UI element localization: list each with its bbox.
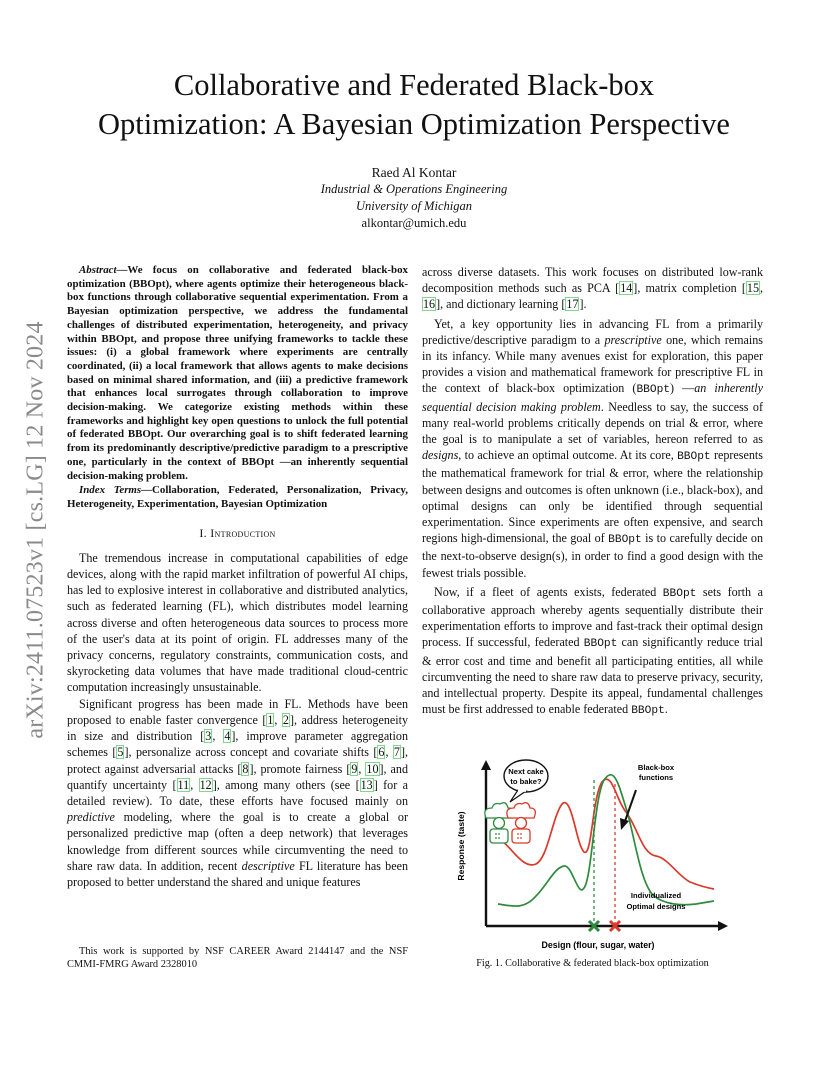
index-terms (67, 484, 408, 511)
figure-1 (452, 758, 732, 956)
optimal-label-line-1: Individualized (630, 891, 682, 900)
citation-link[interactable]: 3 (205, 729, 212, 744)
author-block (64, 164, 764, 232)
citation-link[interactable]: 9 (351, 761, 358, 776)
arxiv-identifier (12, 290, 60, 770)
citation-link[interactable]: 17 (566, 297, 579, 312)
right-paragraph-1: across diverse datasets. This work focuses on distributed low-rank decomposition methods such as PCA [14], matrix completion [15, 16], and dictionary learning [17]. (422, 265, 764, 312)
paper-title (60, 66, 768, 144)
citation-link[interactable]: 4 (224, 729, 231, 744)
blackbox-label-line-2: functions (638, 773, 674, 782)
citation-link[interactable]: 10 (366, 761, 379, 776)
citation-link[interactable]: 11 (177, 777, 190, 792)
section-number: I. (199, 525, 207, 540)
author-name: Raed Al Kontar (371, 165, 457, 180)
arxiv-id-text: arXiv:2411.07523v1 [cs.LG] 12 Nov 2024 (22, 321, 49, 739)
author-department: Industrial & Operations Engineering (320, 182, 508, 196)
section-heading (67, 525, 408, 541)
title-line-2: Optimization: A Bayesian Optimization Perspective (98, 107, 730, 141)
intro-paragraph-2: Significant progress has been made in FL. Methods have been proposed to enable faster convergence [1, 2], address heterogeneity in size and distribution [3, 4], improve parameter aggregation schemes [5], personalize across concept and covariate shifts [6, 7], protect against adversarial attacks [8], promote fairness [9, 10], and quantify uncertainty [11, 12], among many others (see [13] for a detailed review). To date, these efforts have focused mainly on predictive modeling, where the goal is to create a global or personalized predictive map (often a deep network) that leverages knowledge from different sources while circumventing the need to share raw data. In addition, recent descriptive FL literature has been proposed to better understand the shared and unique features (67, 696, 409, 889)
blackbox-arrow-head-icon (620, 818, 629, 830)
left-column (67, 264, 408, 890)
x-axis-arrow-icon (718, 921, 728, 931)
title-line-1: Collaborative and Federated Black-box (173, 68, 655, 102)
right-column (422, 264, 763, 719)
figure-caption: Fig. 1. Collaborative & federated black-box optimization (476, 958, 709, 969)
right-paragraph-2: Yet, a key opportunity lies in advancing FL from a primarily predictive/descriptive paradigm to a prescriptive one, which remains in its infancy. While many avenues exist for exploration, this paper provides a vision and mathematical framework for prescriptive FL in the context of black-box optimization (BBOpt) —an inherently sequential decision making problem. Needless to say, the success of many real-world problems critically depends on trial & error, where the goal is to manipulate a set of variables, hereon referred to as designs, to achieve an optimal outcome. At its core, BBOpt represents the mathematical framework for trial & error, where the relationship between designs and outcomes is often unknown (i.e., black-box), and optimal designs can only be identified through sequential experimentation. Since experiments are often expensive, and search regions high-dimensional, the goal of BBOpt is to carefully decide on the next-to-observe design(s), in order to find a good design with the fewest trials possible. (422, 316, 764, 580)
citation-link[interactable]: 2 (282, 712, 289, 727)
abstract (67, 264, 408, 483)
x-axis-label: Design (flour, sugar, water) (541, 940, 655, 950)
citation-link[interactable]: 15 (746, 281, 759, 296)
y-axis-arrow-icon (481, 760, 491, 770)
citation-link[interactable]: 6 (378, 745, 385, 760)
bubble-line-1: Next cake (508, 767, 544, 776)
index-terms-text: —Collaboration, Federated, Personalization, Privacy, Heterogeneity, Experimentation, Bayesian Optimization (67, 484, 408, 510)
figure-illustration (452, 758, 732, 956)
index-terms-label: Index Terms (79, 484, 142, 497)
citation-link[interactable]: 7 (393, 745, 400, 760)
citation-link[interactable]: 13 (360, 777, 373, 792)
section-title: Introduction (210, 525, 276, 540)
bubble-line-2: to bake? (510, 777, 542, 786)
citation-link[interactable]: 5 (117, 745, 124, 760)
intro-paragraph-1: The tremendous increase in computational capabilities of edge devices, along with the rapid market infiltration of powerful AI chips, has led to explosive interest in collaborative and distributed analytics, such as federated learning (FL), which distributes model learning across diverse and often heterogeneous data sources to process more of the user's data at its point of origin. FL addresses many of the privacy concerns, regulatory constraints, communication costs, and skyrocketing data volumes that have made traditional cloud-centric computation increasingly unsustainable. (67, 550, 408, 695)
author-university: University of Michigan (356, 199, 472, 213)
funding-footnote: This work is supported by NSF CAREER Award 2144147 and the NSF CMMI-FMRG Award 2328010 (67, 946, 408, 971)
author-email[interactable]: alkontar@umich.edu (361, 216, 467, 230)
blackbox-label-line-1: Black-box (637, 763, 675, 772)
right-paragraph-3: Now, if a fleet of agents exists, federated BBOpt sets forth a collaborative approach whereby agents sequentially distribute their experimentation efforts to improve and fast-track their optimal design process. If successful, federated BBOpt can significantly reduce trial & error cost and time and benefit all participating entities, all while circumventing the need to share raw data to preserve privacy, security, and intellectual property. Despite its appeal, fundamental challenges must be first addressed to enable federated BBOpt. (422, 584, 763, 718)
y-axis-label: Response (taste) (456, 811, 466, 881)
red-chef-icon (507, 803, 535, 843)
abstract-text: —We focus on collaborative and federated black-box optimization (BBOpt), where agents optimize their heterogeneous black-box functions through collaborative sequential experimentation. From a Bayesian optimization perspective, we address the fundamental challenges of distributed experimentation, heterogeneity, and privacy within BBOpt, and propose three unifying frameworks to tackle these issues: (i) a global framework where experiments are centrally coordinated, (ii) a local framework that allows agents to make decisions based on minimal shared information, and (iii) a predictive framework that enhances local surrogates through collaboration to improve decision-making. We categorize existing methods within these frameworks and highlight key open questions to unlock the full potential of federated BBOpt. Our overarching goal is to shift federated learning from its predominantly descriptive/predictive paradigm to a prescriptive one, particularly in the context of BBOpt —an inherently sequential decision-making problem. (67, 264, 408, 482)
citation-link[interactable]: 8 (242, 761, 249, 776)
citation-link[interactable]: 14 (620, 281, 633, 296)
citation-link[interactable]: 16 (423, 297, 436, 312)
abstract-label: Abstract (79, 264, 117, 276)
optimal-label-line-2: Optimal designs (626, 902, 686, 911)
citation-link[interactable]: 1 (267, 712, 274, 727)
citation-link[interactable]: 12 (199, 777, 212, 792)
speech-bubble (504, 760, 548, 802)
